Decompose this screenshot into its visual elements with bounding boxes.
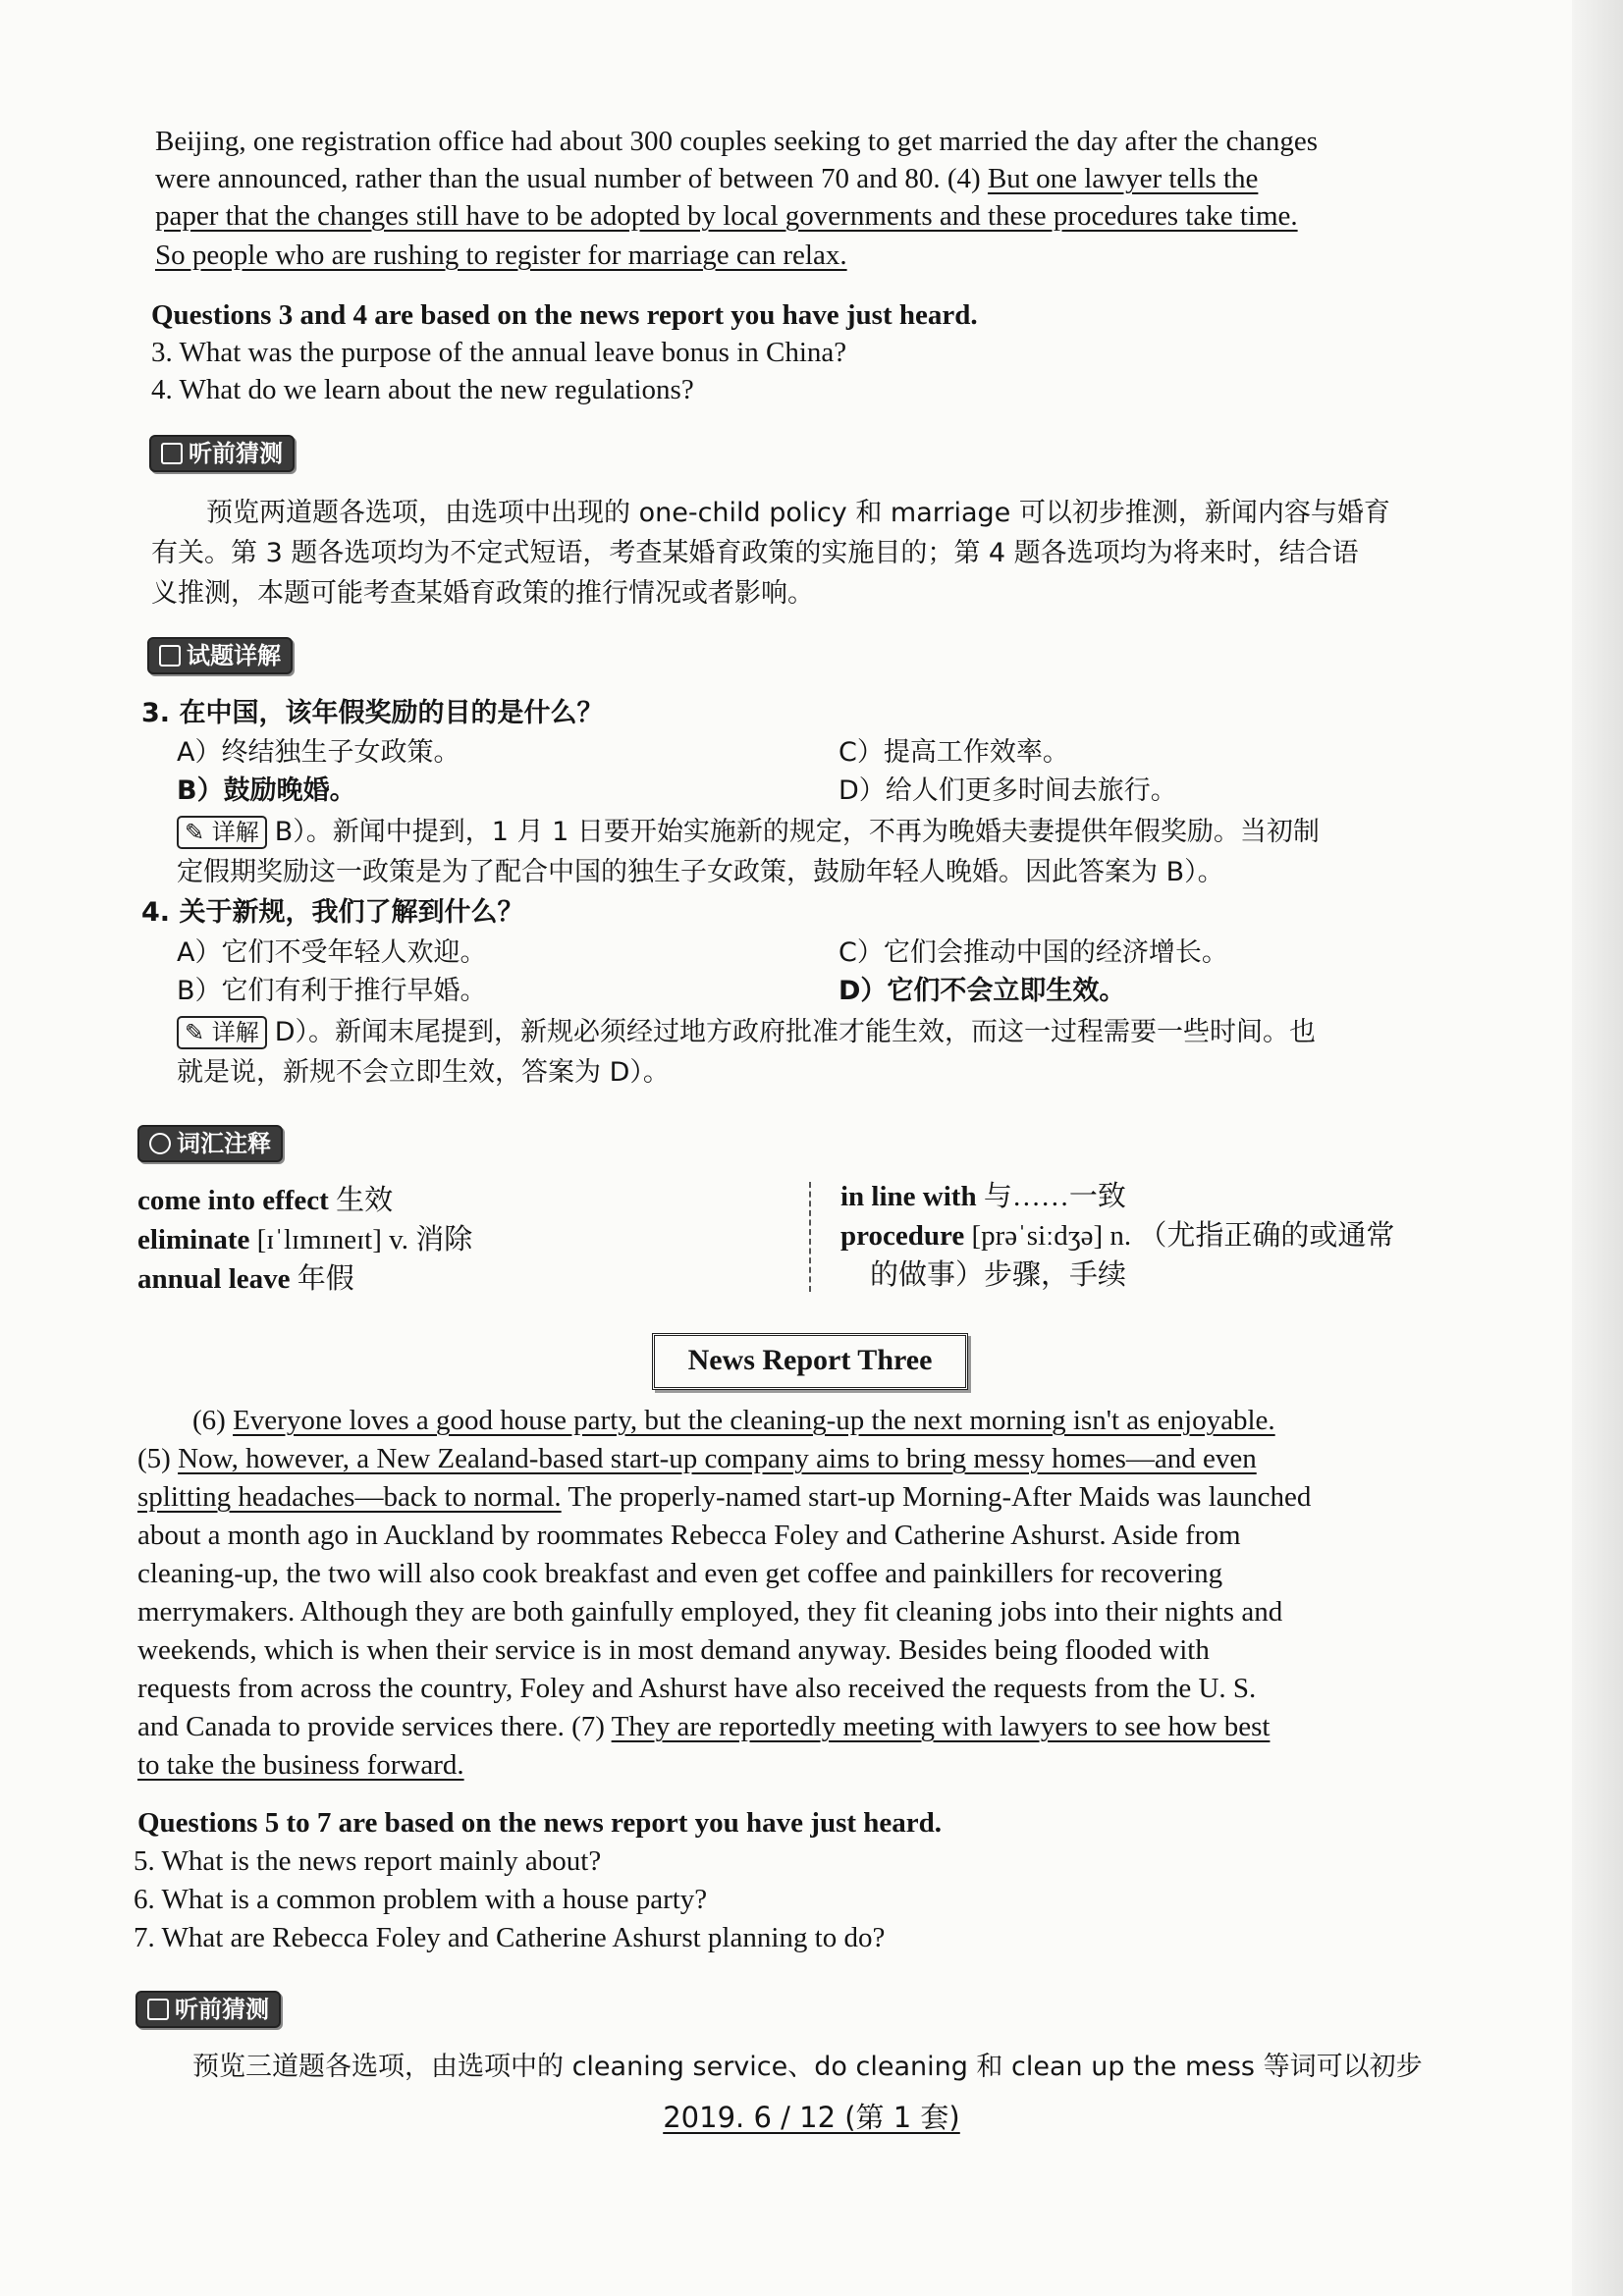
explain-q4-b: B）它们有利于推行早婚。 <box>177 976 487 1006</box>
explain-q4-exp-1: ✎ 详解 D）。新闻末尾提到，新规必须经过地方政府批准才能生效，而这一过程需要一些时间。也 <box>177 1013 1316 1051</box>
report3-line-3: splitting headaches—back to normal. The properly-named start-up Morning-After Maids was launched <box>137 1481 1312 1513</box>
question-5: 5. What is the news report mainly about? <box>134 1845 602 1877</box>
report3-line-10: to take the business forward. <box>137 1749 464 1781</box>
explain-q3-b: B）鼓励晚婚。 <box>177 775 356 806</box>
explain-q3-exp-1: ✎ 详解 B）。新闻中提到，1 月 1 日要开始实施新的规定，不再为晚婚夫妻提供年假奖励。当初制 <box>177 813 1320 851</box>
vocab-left-2: eliminate [ɪˈlɪmɪneɪt] v. 消除 <box>137 1224 473 1255</box>
vocabulary-tag: 词汇注释 <box>137 1125 283 1162</box>
prediction-tag-1: 听前猜测 <box>149 435 295 472</box>
explain-q3-a: A）终结独生子女政策。 <box>177 737 460 768</box>
report3-line-8: requests from across the country, Foley and Ashurst have also received the requests from the U. S. <box>137 1673 1257 1704</box>
detail-label: ✎ 详解 <box>177 816 267 849</box>
scan-edge <box>1572 0 1623 2296</box>
vocab-left-1: come into effect 生效 <box>137 1185 394 1216</box>
explain-q4-c: C）它们会推动中国的经济增长。 <box>839 937 1228 968</box>
page-footer: 2019. 6 / 12 (第 1 套) <box>663 2101 960 2134</box>
prediction1-line-3: 义推测，本题可能考查某婚育政策的推行情况或者影响。 <box>151 578 814 609</box>
question-3: 3. What was the purpose of the annual leave bonus in China? <box>151 337 847 368</box>
vocab-right-1: in line with 与……一致 <box>840 1181 1126 1212</box>
report3-line-5: cleaning-up, the two will also cook breakfast and even get coffee and painkillers for recovering <box>137 1558 1223 1589</box>
explain-q3: 3. 在中国，该年假奖励的目的是什么？ <box>141 698 604 728</box>
report3-line-2: (5) Now, however, a New Zealand-based start-up company aims to bring messy homes—and even <box>137 1443 1257 1474</box>
report2-line-2: were announced, rather than the usual number of between 70 and 80. (4) But one lawyer tells the <box>155 163 1259 194</box>
explain-q4-a: A）它们不受年轻人欢迎。 <box>177 937 487 968</box>
vocab-right-2: procedure [prəˈsiːdʒə] n. （尤指正确的或通常 <box>840 1220 1395 1252</box>
headphone-icon <box>147 1999 169 2020</box>
detail-label: ✎ 详解 <box>177 1016 267 1049</box>
prediction-tag-2: 听前猜测 <box>135 1991 281 2028</box>
question-6: 6. What is a common problem with a house party? <box>134 1884 708 1915</box>
headphone-icon <box>161 443 183 464</box>
explanation-tag: 试题详解 <box>147 637 293 674</box>
explain-q4: 4. 关于新规，我们了解到什么？ <box>141 897 524 928</box>
report3-line-7: weekends, which is when their service is in most demand anyway. Besides being flooded with <box>137 1634 1210 1666</box>
explain-q3-exp-2: 定假期奖励这一政策是为了配合中国的独生子女政策，鼓励年轻人晚婚。因此答案为 B）。 <box>177 857 1224 887</box>
explain-q4-exp-2: 就是说，新规不会立即生效，答案为 D）。 <box>177 1057 670 1088</box>
news-report-three-title: News Report Three <box>652 1333 968 1390</box>
prediction2-line-1: 预览三道题各选项，由选项中的 cleaning service、do cleaning 和 clean up the mess 等词可以初步 <box>192 2052 1423 2082</box>
report2-line-1: Beijing, one registration office had about 300 couples seeking to get married the day after the changes <box>155 126 1319 157</box>
prediction1-line-2: 有关。第 3 题各选项均为不定式短语，考查某婚育政策的实施目的；第 4 题各选项均为将来时，结合语 <box>151 538 1359 568</box>
report2-line-3: paper that the changes still have to be adopted by local governments and these procedures take time. <box>155 200 1298 232</box>
vocab-divider <box>809 1182 811 1292</box>
explain-q3-c: C）提高工作效率。 <box>839 737 1069 768</box>
questions-3-4-heading: Questions 3 and 4 are based on the news report you have just heard. <box>151 299 978 331</box>
report3-line-1: (6) Everyone loves a good house party, but the cleaning-up the next morning isn't as enjoyable. <box>192 1405 1275 1436</box>
explain-q4-d: D）它们不会立即生效。 <box>839 976 1126 1006</box>
questions-5-7-heading: Questions 5 to 7 are based on the news report you have just heard. <box>137 1807 943 1839</box>
pencil-icon: ✎ <box>185 1019 205 1046</box>
question-4: 4. What do we learn about the new regulations? <box>151 374 694 405</box>
pencil-icon: ✎ <box>185 819 205 846</box>
vocab-right-3: 的做事）步骤，手续 <box>870 1259 1127 1291</box>
prediction1-line-1: 预览两道题各选项，由选项中出现的 one-child policy 和 marriage 可以初步推测，新闻内容与婚育 <box>206 498 1390 528</box>
vocab-left-3: annual leave 年假 <box>137 1263 354 1295</box>
report3-line-9: and Canada to provide services there. (7) They are reportedly meeting with lawyers to see how best <box>137 1711 1271 1742</box>
question-7: 7. What are Rebecca Foley and Catherine Ashurst planning to do? <box>134 1922 886 1953</box>
report3-line-6: merrymakers. Although they are both gainfully employed, they fit cleaning jobs into their nights and <box>137 1596 1283 1628</box>
document-icon <box>159 645 181 667</box>
report3-line-4: about a month ago in Auckland by roommates Rebecca Foley and Catherine Ashurst. Aside from <box>137 1520 1241 1551</box>
report2-line-4: So people who are rushing to register for marriage can relax. <box>155 240 847 271</box>
explain-q3-d: D）给人们更多时间去旅行。 <box>839 775 1177 806</box>
clock-icon <box>149 1133 171 1154</box>
